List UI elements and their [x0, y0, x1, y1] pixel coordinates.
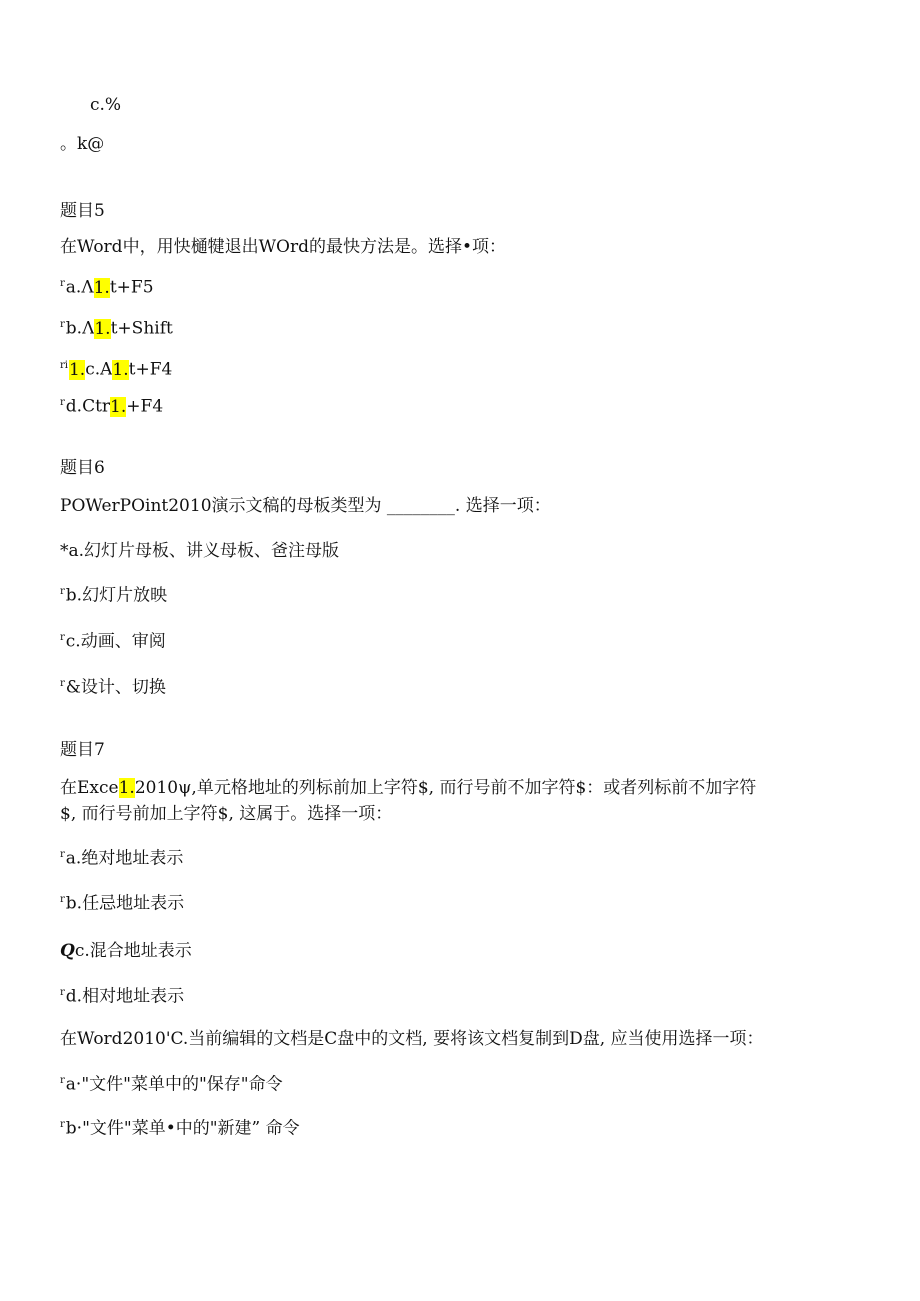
highlight: 1.	[118, 778, 135, 798]
question-6-option-b[interactable]: $^r$b.幻灯片放映	[60, 585, 168, 606]
question-5-title: 题目5	[60, 201, 105, 221]
question-8-prompt: 在Word2010'C.当前编辑的文档是C盘中的文档, 要将该文档复制到D盘, 应当使用选择一项：	[60, 1029, 764, 1049]
question-8-option-a[interactable]: $^r$a·"文件"菜单中的"保存"命令	[60, 1074, 283, 1095]
question-7-option-c[interactable]: Qc.混合地址表示	[60, 941, 192, 961]
radio-mark: r	[60, 1119, 65, 1130]
question-6-option-c[interactable]: $^r$c.动画、审阅	[60, 631, 166, 652]
highlight: 1.	[112, 359, 129, 380]
radio-mark: r	[60, 894, 65, 905]
question-5-option-d[interactable]: $^r$d.Ctr1.+F4	[60, 396, 164, 417]
option-c-percent: c.%	[90, 95, 122, 115]
radio-mark: ri	[60, 360, 68, 371]
question-7-prompt-line-2: $, 而行号前加上字符$, 这属于。选择一项：	[60, 804, 393, 824]
radio-mark: r	[60, 278, 65, 289]
question-5-option-b[interactable]: $^r$b.Λ1.t+Shift	[60, 318, 173, 339]
option-k-at: 。k@	[60, 134, 105, 154]
highlight: 1.	[93, 277, 110, 298]
radio-mark: r	[60, 849, 65, 860]
question-6-option-d[interactable]: $^r$&设计、切换	[60, 677, 166, 698]
question-7-title: 题目7	[60, 740, 105, 760]
radio-mark: r	[60, 987, 65, 998]
question-5-prompt: 在Word中，用快樋犍退出WOrd的最快方法是。选择•项：	[60, 237, 507, 257]
question-7-prompt-line-1: 在Exce1.2010ψ,单元格地址的列标前加上字符$, 而行号前不加字符$：或者列标前不加字符	[60, 778, 757, 798]
question-7-option-a[interactable]: $^r$a.绝对地址表示	[60, 848, 184, 869]
question-7-option-d[interactable]: $^r$d.相对地址表示	[60, 986, 185, 1007]
question-6-prompt: POWerPOint2010演示文稿的母板类型为 ________. 选择一项：	[60, 496, 551, 516]
radio-mark: r	[60, 397, 65, 408]
question-6-title: 题目6	[60, 458, 105, 478]
radio-mark: r	[60, 678, 65, 689]
question-7-option-b[interactable]: $^r$b.任忌地址表示	[60, 893, 185, 914]
radio-mark: r	[60, 632, 65, 643]
radio-mark: r	[60, 319, 65, 330]
question-6-option-a[interactable]: *a.幻灯片母板、讲义母板、爸注母版	[60, 541, 340, 561]
question-5-option-c[interactable]: $^{ri}$1.c.A1.t+F4	[60, 359, 173, 380]
radio-mark: r	[60, 1075, 65, 1086]
highlight: 1.	[68, 359, 86, 380]
selected-radio-icon: Q	[60, 941, 75, 961]
radio-mark: r	[60, 586, 65, 597]
question-8-option-b[interactable]: $^r$b·"文件"菜单•中的"新建” 命令	[60, 1118, 300, 1139]
highlight: 1.	[94, 318, 111, 339]
highlight: 1.	[110, 396, 127, 417]
question-5-option-a[interactable]: $^r$a.Λ1.t+F5	[60, 277, 154, 298]
